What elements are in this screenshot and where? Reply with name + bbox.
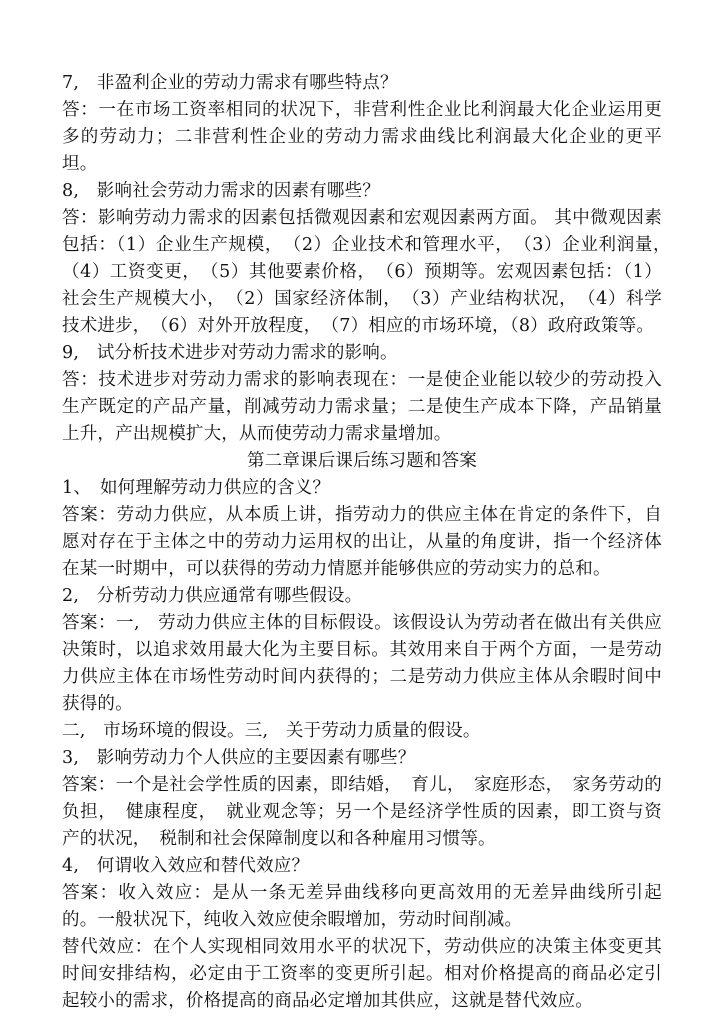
chapter-2-answer-2-continued: 二, 市场环境的假设。三, 关于劳动力质量的假设。 <box>62 721 481 741</box>
chapter-2-question-2: 2, 分析劳动力供应通常有哪些假设。 <box>62 586 363 606</box>
chapter-2-answer-4-income-effect: 答案：收入效应：是从一条无差异曲线移向更高效用的无差异曲线所引起的。一般状况下，纯收入效应使余暇增加，劳动时间削减。 <box>62 883 662 930</box>
answer-8: 答：影响劳动力需求的因素包括微观因素和宏观因素两方面。 其中微观因素包括：（1）企业生产规模， （2）企业技术和管理水平， （3）企业利润量， （4）工资变更， （5）其他要素价格， （6）预期等。宏观因素包括：（1）社会生产规模大小， （2）国家经济体制， （3）产业结构状况， （4）科学技术进步， （6）对外开放程度， （7）相应的市场环境，（8）政府政策等。 <box>62 208 680 336</box>
question-7: 7, 非盈利企业的劳动力需求有哪些特点？ <box>62 73 398 93</box>
chapter-2-answer-3: 答案：一个是社会学性质的因素，即结婚， 育儿， 家庭形态， 家务劳动的负担， 健康程度， 就业观念等；另一个是经济学性质的因素，即工资与资产的状况， 税制和社会保障制度以和各种雇用习惯等。 <box>62 775 662 849</box>
chapter-2-answer-1: 答案：劳动力供应，从本质上讲，指劳动力的供应主体在肯定的条件下，自愿对存在于主体之中的劳动力运用权的出让，从量的角度讲，指一个经济体在某一时期中，可以获得的劳动力情愿并能够供应的劳动实力的总和。 <box>62 505 662 579</box>
question-9: 9, 试分析技术进步对劳动力需求的影响。 <box>62 343 398 363</box>
chapter-2-question-1: 1、 如何理解劳动力供应的含义？ <box>62 478 331 498</box>
question-8: 8, 影响社会劳动力需求的因素有哪些？ <box>62 181 380 201</box>
document-page <box>62 70 680 1015</box>
answer-9: 答：技术进步对劳动力需求的影响表现在：一是使企业能以较少的劳动投入生产既定的产品产量，削减劳动力需求量；二是使生产成本下降，产品销量上升，产出规模扩大，从而使劳动力需求量增加。 <box>62 370 662 444</box>
chapter-2-question-4: 4, 何谓收入效应和替代效应？ <box>62 856 310 876</box>
chapter-2-answer-4-substitution-effect: 替代效应：在个人实现相同效用水平的状况下，劳动供应的决策主体变更其时间安排结构，必定由于工资率的变更所引起。相对价格提高的商品必定引起较小的需求，价格提高的商品必定增加其供应，这就是替代效应。 <box>62 937 662 1011</box>
chapter-2-heading: 第二章课后课后练习题和答案 <box>246 451 478 471</box>
chapter-2-question-3: 3, 影响劳动力个人供应的主要因素有哪些？ <box>62 748 416 768</box>
answer-7: 答：一在市场工资率相同的状况下，非营利性企业比利润最大化企业运用更多的劳动力；二非营利性企业的劳动力需求曲线比利润最大化企业的更平坦。 <box>62 100 662 174</box>
chapter-2-answer-2: 答案：一, 劳动力供应主体的目标假设。该假设认为劳动者在做出有关供应决策时，以追求效用最大化为主要目标。其效用来自于两个方面，一是劳动力供应主体在市场性劳动时间内获得的；二是劳动力供应主体从余暇时间中获得的。 <box>62 613 662 714</box>
